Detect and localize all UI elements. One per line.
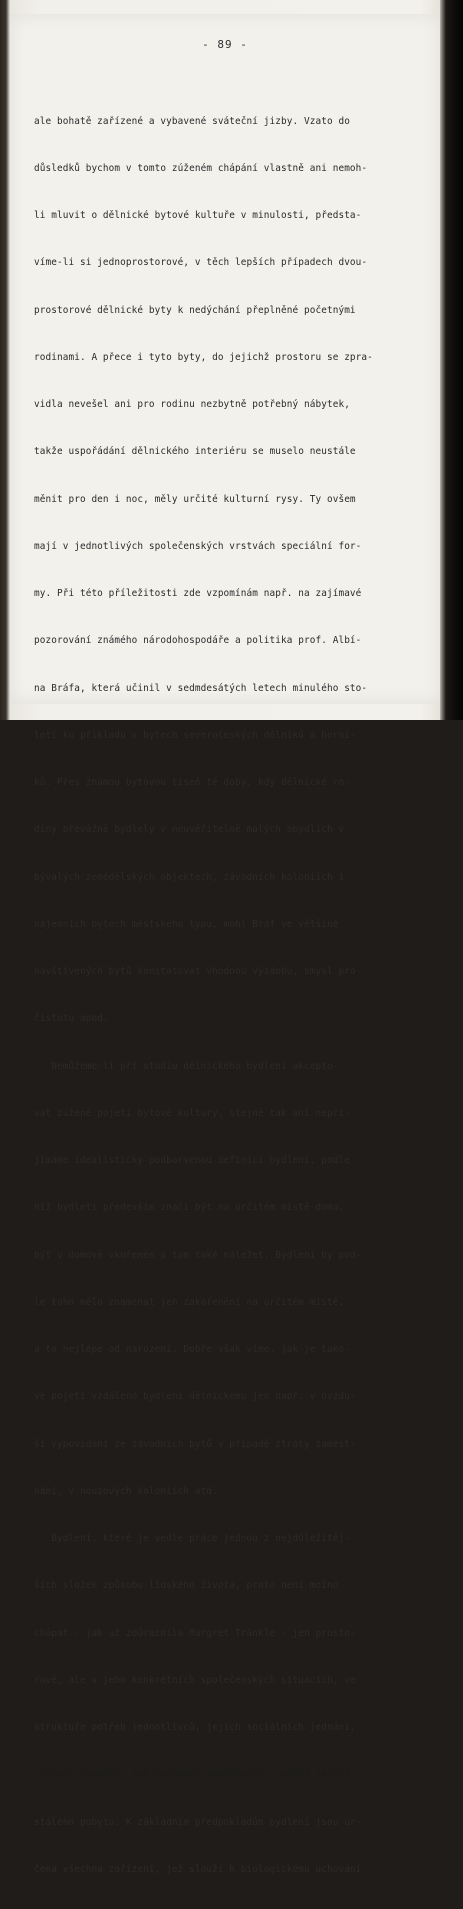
text-line: rodinami. A přece i tyto byty, do jejichž prostoru se zpra- — [34, 351, 373, 363]
text-line: rově, ale v jeho konkrétních společenských situacích, ve — [34, 1674, 356, 1686]
text-line: Bydlení, které je vedle práce jednou z nejdůležitěj- — [34, 1533, 350, 1544]
text-line: nání, v nouzových koloniích atd. — [34, 1485, 218, 1497]
text-line: li mluvit o dělnické bytové kultuře v minulosti, předsta- — [34, 210, 362, 221]
text-line: mají v jednotlivých společenských vrstvách speciální for- — [34, 540, 362, 552]
text-line: ší vypovídání ze závodních bytů v případě ztráty zaměst- — [34, 1438, 356, 1450]
page-number: - 89 - — [202, 38, 248, 51]
text-line: jímáme idealisticky podbarvenou definici bydlení, podle — [34, 1155, 350, 1166]
text-line: a to nejlépe od narození. Dobře však víme, jak je tako- — [34, 1344, 350, 1355]
text-line: být v domově vkořeněn a tam také náležet. Bydlení by pod- — [34, 1249, 362, 1261]
text-line: diny převážně bydlely v neuvěřitelně malých obydlích v — [34, 824, 345, 836]
text-line: struktuře potřeb jednotlivců, jejich sociálních jednání, — [34, 1722, 356, 1733]
text-line: ších složek způsobu lidského života, proto není možno — [34, 1580, 339, 1592]
text-line: vat zúžené pojetí bytové kultury, stejně tak ani nepři- — [34, 1107, 350, 1119]
text-line: navštívených bytů konstatovat vhodnou výzdobu, smysl pro — [34, 966, 356, 977]
document-page — [10, 14, 440, 1875]
text-line: prostorové dělnické byty k nedýchání přeplněné početnými — [34, 304, 356, 316]
text-line: na Bráfa, která učinil v sedmdesátých letech minulého sto- — [34, 682, 368, 694]
body-text — [34, 82, 438, 1909]
text-line: chápat - jak už zdůraznila Margret Tränkle - jen prosto- — [34, 1627, 356, 1639]
text-line: měnit pro den i noc, měly určité kulturní rysy. Ty ovšem — [34, 493, 356, 505]
text-line: my. Při této příležitosti zde vzpomínám např. na zajímavé — [34, 588, 362, 599]
text-line: letí ku příkladu v bytech severočeských dělníků a horní- — [34, 729, 356, 741]
text-line: takže uspořádání dělnického interiéru se muselo neustále — [34, 446, 356, 458]
text-line: důsledků bychom v tomto zúženém chápání vlastně ani nemoh- — [34, 162, 368, 174]
text-line: způsobu chování, jež se denně odehrávají v místě jejich — [34, 1769, 350, 1781]
text-line: víme-li si jednoprostorové, v těch lepších případech dvou- — [34, 257, 368, 269]
text-line: čistotu apod. — [34, 1013, 109, 1025]
text-line: ků. Přes známou bytovou tíseň té doby, kdy dělnické ro- — [34, 777, 350, 788]
text-line: stálého pobytu. K základním předpokladům bydlení jsou ur- — [34, 1816, 362, 1828]
text-line: ale bohatě zařízené a vybavené sváteční jizby. Vzato do — [34, 115, 350, 127]
text-line: bývalých zemědělských objektech, závodních koloniích i — [34, 871, 345, 883]
text-line: vidla nevešel ani pro rodinu nezbytně potřebný nábytek, — [34, 399, 350, 410]
text-line: le toho mělo znamenat jen zakořenění na určitém místě, — [34, 1296, 345, 1308]
text-line: nájemních bytech městského typu, mohl Bráf ve většině — [34, 918, 339, 930]
page-edge-shadow — [440, 0, 463, 720]
text-line: Nemůžeme-li při studiu dělnického bydlení akcepto- — [34, 1060, 339, 1072]
text-line: pozorování známého národohospodáře a politika prof. Albí- — [34, 635, 362, 647]
text-line: vé pojetí vzdáleno bydlení dělnickému jen např. v ovzdu- — [34, 1391, 356, 1403]
text-line: níž bydleti především značí být na určitém místě doma, — [34, 1202, 345, 1214]
text-line: čena všechna zařízení, jež slouží k biologickému uchování — [34, 1863, 362, 1875]
